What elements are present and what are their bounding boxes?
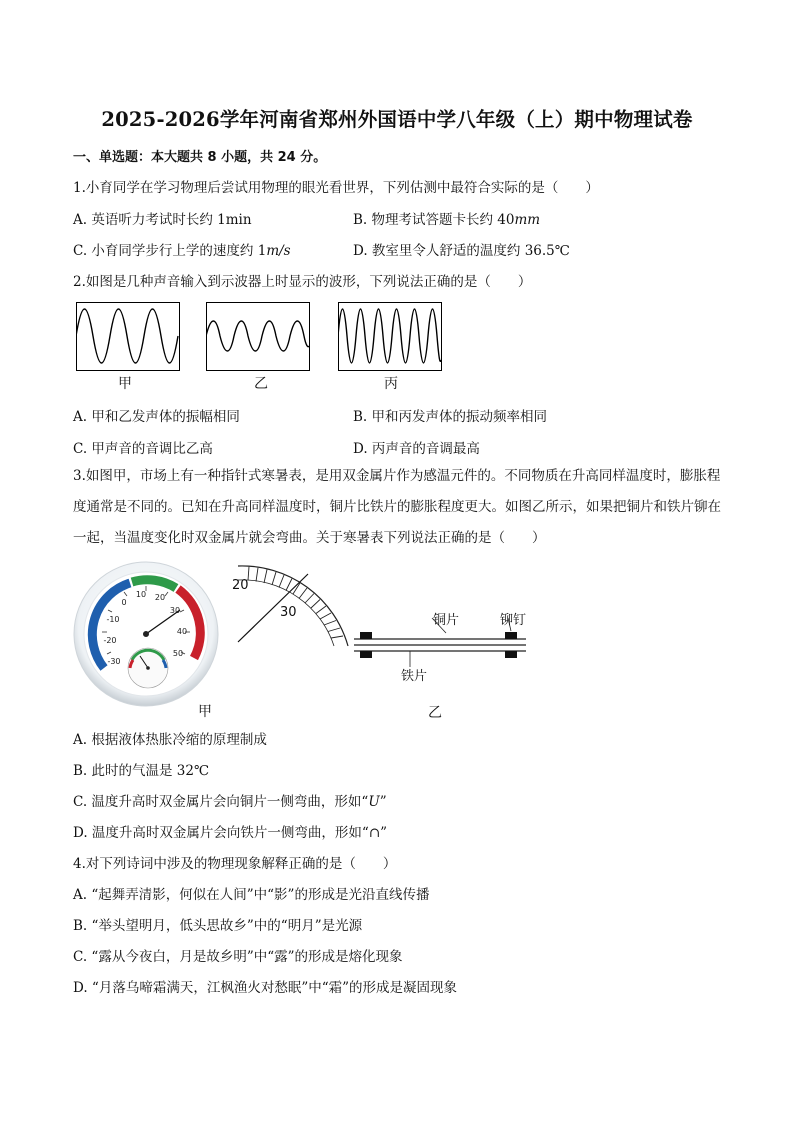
gauge-label-0: 0 (121, 598, 127, 607)
caption-jia: 甲 (118, 376, 132, 392)
label-copper: 铜片 (432, 613, 459, 628)
q4-stem: 4.对下列诗词中涉及的物理现象解释正确的是（ ） (73, 856, 397, 872)
gauge-label-30: 30 (169, 606, 181, 615)
caption-bing: 丙 (384, 376, 398, 392)
q3-option-c: C. 温度升高时双金属片会向铜片一侧弯曲，形如“U” (73, 794, 387, 810)
gauge-label-50: 50 (172, 649, 184, 658)
q2-option-a: A. 甲和乙发声体的振幅相同 (73, 409, 240, 425)
q4-option-b: B. “举头望明月，低头思故乡”中的“明月”是光源 (73, 918, 363, 934)
waveform-jia-curve (76, 309, 178, 363)
q2-option-d: D. 丙声音的音调最高 (353, 441, 480, 457)
q1-option-b: B. 物理考试答题卡长约 40mm (353, 212, 541, 228)
rivet-right-bottom (505, 651, 517, 658)
rivet-right-top (505, 632, 517, 639)
q3-option-b: B. 此时的气温是 32℃ (73, 763, 210, 779)
label-rivet: 铆钉 (499, 613, 526, 628)
scale-label-20: 20 (232, 578, 249, 593)
rivet-left-bottom (360, 651, 372, 658)
needle-hub (143, 631, 149, 637)
caption-yi: 乙 (254, 376, 268, 392)
q4-option-a: A. “起舞弄清影，何似在人间”中“影”的形成是光沿直线传播 (73, 887, 430, 903)
caption-q3-yi: 乙 (428, 705, 442, 721)
rivet-left-top (360, 632, 372, 639)
waveform-bing (338, 302, 442, 371)
q2-stem: 2.如图是几种声音输入到示波器上时显示的波形，下列说法正确的是（ ） (73, 274, 532, 290)
gauge-label-m10: -10 (106, 615, 120, 624)
waveform-yi-curve (206, 321, 309, 351)
scale-detail-image (228, 558, 356, 648)
gauge-label-m20: -20 (103, 636, 117, 645)
hygro-hub (146, 666, 150, 670)
waveform-jia (76, 302, 180, 371)
q1-stem: 1.小育同学在学习物理后尝试用物理的眼光看世界，下列估测中最符合实际的是（ ） (73, 180, 599, 196)
q4-option-d: D. “月落乌啼霜满天，江枫渔火对愁眠”中“霜”的形成是凝固现象 (73, 980, 458, 996)
gauge-label-10: 10 (135, 590, 147, 599)
q3-stem: 3.如图甲，市场上有一种指针式寒暑表，是用双金属片作为感温元件的。不同物质在升高同样温度时，膨胀程度通常是不同的。已知在升高同样温度时，铜片比铁片的膨胀程度更大。如图乙所示，如果把铜片和铁片铆在一起，当温度变化时双金属片就会弯曲。关于寒暑表下列说法正确的是（ ） (73, 468, 721, 546)
waveform-bing-curve (338, 309, 441, 363)
q3-option-a: A. 根据液体热胀冷缩的原理制成 (73, 732, 267, 748)
caption-q3-jia: 甲 (198, 704, 212, 720)
scale-ticks (248, 567, 343, 638)
page-title: 2025-2026学年河南省郑州外国语中学八年级（上）期中物理试卷 (101, 108, 693, 131)
gauge-label-40: 40 (176, 627, 188, 636)
label-iron: 铁片 (400, 669, 427, 684)
q1-option-d: D. 教室里令人舒适的温度约 36.5℃ (353, 243, 570, 259)
waveform-yi (206, 302, 310, 371)
q1-option-a: A. 英语听力考试时长约 1min (73, 212, 252, 228)
q2-option-b: B. 甲和丙发声体的振动频率相同 (353, 409, 548, 425)
thermo-hygrometer-image (72, 560, 220, 708)
q3-option-d: D. 温度升高时双金属片会向铁片一侧弯曲，形如“∩” (73, 825, 388, 841)
section-heading: 一、单选题：本大题共 8 小题，共 24 分。 (73, 150, 327, 165)
q4-option-c: C. “露从今夜白，月是故乡明”中“露”的形成是熔化现象 (73, 949, 403, 965)
gauge-label-20: 20 (154, 593, 166, 602)
q2-option-c: C. 甲声音的音调比乙高 (73, 441, 213, 457)
scale-label-30: 30 (280, 605, 297, 620)
q1-option-c: C. 小育同学步行上学的速度约 1m/s (73, 243, 291, 259)
gauge-label-m30: -30 (107, 657, 121, 666)
